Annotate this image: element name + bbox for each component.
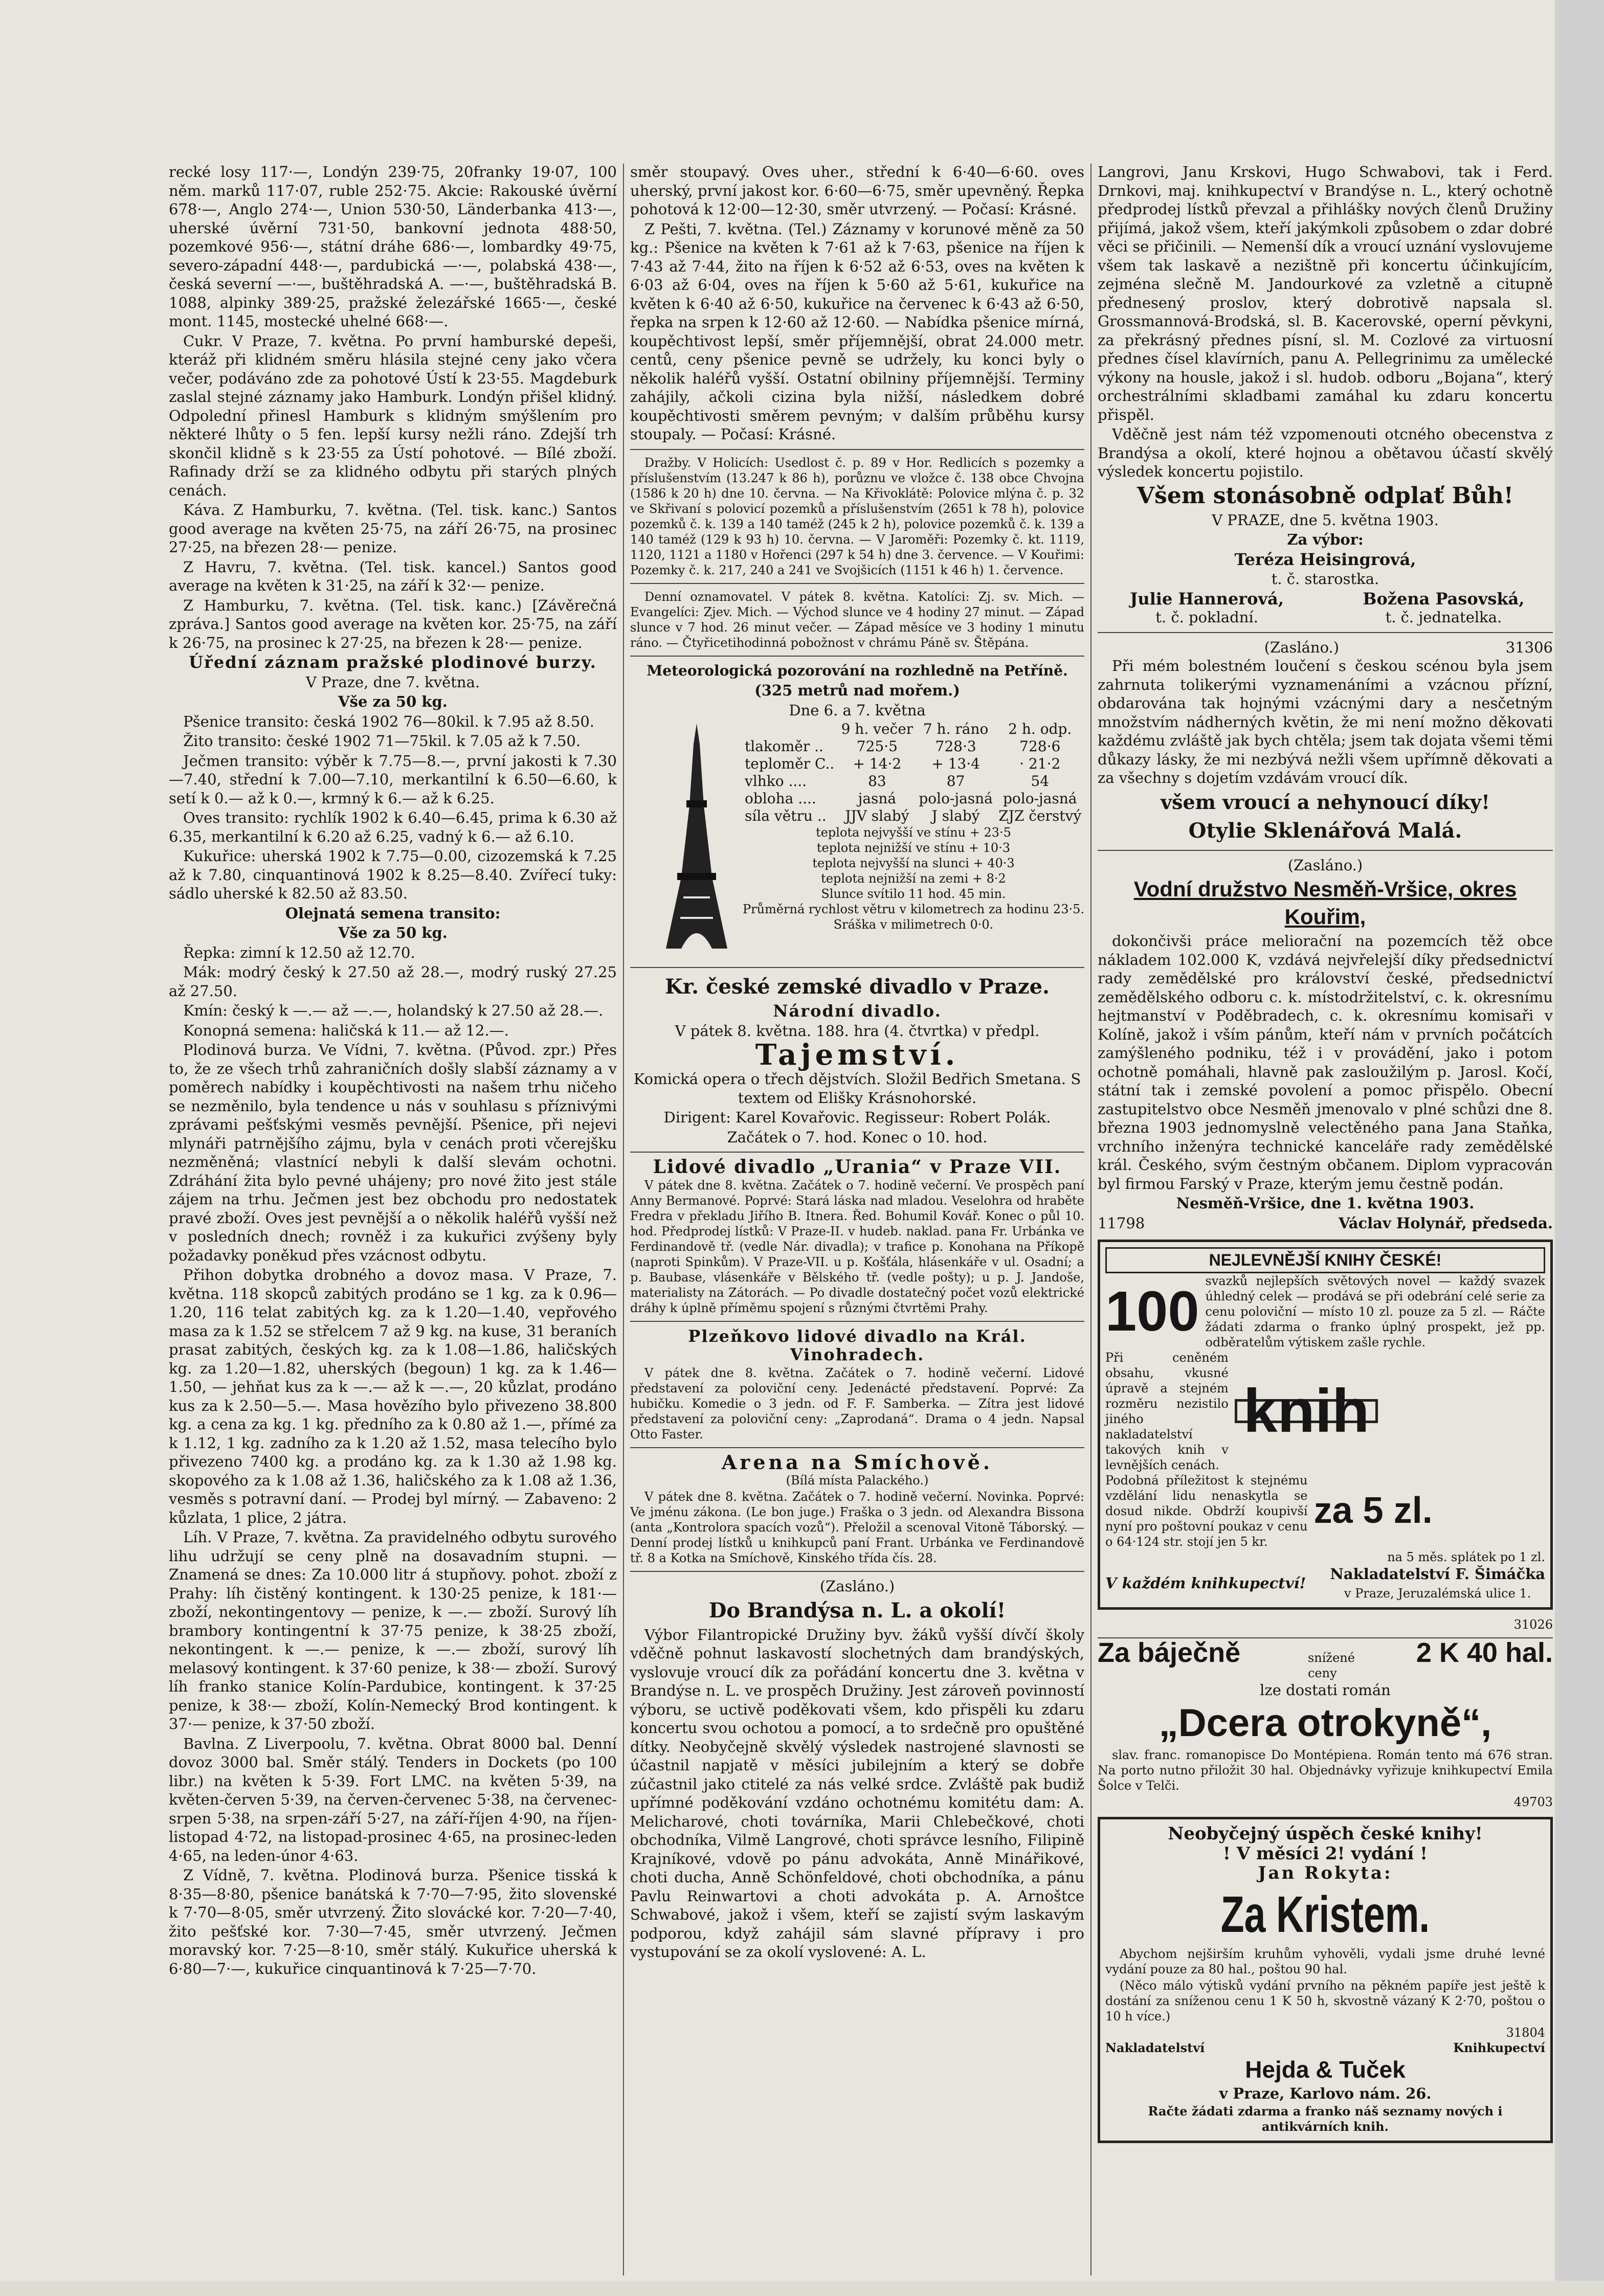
book-ad-address: v Praze, Jeruzalémská ulice 1. [1344, 1586, 1531, 1601]
divider [1098, 850, 1553, 851]
book-ad-middle [1105, 1350, 1545, 1473]
kristem-ad-title: Za Kristem. [1220, 1885, 1430, 1943]
arena-title: Arena na Smíchově. [721, 1450, 993, 1474]
column-rule [1090, 164, 1091, 2276]
book-ad-bottom [1105, 1473, 1545, 1549]
book-ad-body [1105, 1273, 1545, 1350]
water-coop-title: Vodní družstvo Nesměň-Vršice, okres Kouřim, [1133, 877, 1517, 929]
cotton-paragraph: Bavlna. Z Liverpoolu, 7. května. Obrat 8000 bal. Denní dovoz 3000 bal. Směr stálý. Tenders in Dockets (po 100 libr.) na květen k 5·39. Fort LMC. na květen 5·39, na květen-červen 5·39, na červen-červenec 5·38, na červenec-srpen 5·38, na srpen-září 5·27, na září-říjen 4·90, na říjen-listopad 4·72, na listopad-prosinec 4·65, na prosinec-leden 4·65, na leden-únor 4·63. [169, 1735, 617, 1864]
zaslano-label: (Zasláno.) [819, 1578, 895, 1595]
meteo-extra-line: Sráška v milimetrech 0·0. [833, 917, 994, 932]
kristem-ad-address: v Praze, Karlovo nám. 26. [1219, 2084, 1432, 2102]
coffee-havre-paragraph: Z Havru, 7. května. (Tel. tisk. kancel.) Santos good average na květen k 31·25, na září k 32·— penize. [169, 558, 617, 594]
meteo-extra-line: teplota nejnižší ve stínu + 10·3 [816, 841, 1011, 855]
divider [630, 1571, 1084, 1572]
ad-number: 49703 [1513, 1795, 1553, 1809]
signature-row [1098, 590, 1553, 627]
signature-3: Božena Pasovská, [1363, 589, 1525, 609]
novel-ad-sub: lze dostati román [1260, 1681, 1391, 1699]
page-margin [1555, 0, 1604, 2296]
book-ad-order: V každém knihkupectví! [1105, 1574, 1306, 1592]
oilseed-heading: Olejnatá semena transito: [285, 904, 501, 922]
signature-1-role: t. č. starostka. [1271, 570, 1379, 588]
plzenka-text: V pátek dne 8. května. Začátek o 7. hodině večerní. Lidové představení za poloviční ceny. Jedenácté představení. Poprvé: Za hubičku. Komedie o 3 jedn. od F. F. Samberka. — Zítra jest lidové představení za poloviční ceny: „Zaprodaná“. Drama o 4 jedn. Napsal Otto Faster. [630, 1365, 1084, 1442]
meteo-header-cell: 2 h. odp. [1008, 721, 1072, 737]
meteo-cell: 725·5 [856, 738, 898, 755]
meteo-cell: 54 [1031, 773, 1050, 790]
book-ad-publisher: Nakladatelství F. Šimáčka [1330, 1565, 1545, 1583]
meteo-cell: teploměr C.. [745, 755, 835, 772]
hemp-paragraph: Konopná semena: haličská k 11.— až 12.—. [183, 1021, 509, 1039]
meteo-cell: vlhko .... [745, 773, 807, 790]
poppy-paragraph: Mák: modrý český k 27.50 až 28.—, modrý ruský 27.25 až 27.50. [169, 963, 617, 1000]
divider [630, 1152, 1084, 1153]
book-ad-footer [1105, 1565, 1545, 1602]
grain-paragraph: směr stoupavý. Oves uher., střední k 6·40—6·60. oves uherský, první jakost kor. 6·60—6·75, směr upevněný. Řepka pohotová k 12·00—12·30, směr utvrzený. — Počasí: Krásné. [630, 163, 1084, 218]
book-ad-count: 100 [1105, 1279, 1199, 1343]
water-coop-text: dokončivši práce meliorační na pozemcích těž obce nákladem 102.000 K, vzdává nejvřelejší díky předsednictví rady zemědělské pro království české, předsednictví zemědělského odboru c. k. místodržitelství, c. k. okresnímu hejtmanství v Poděbradech, c. k. okresnímu komisaři v Kolíně, jakož i vším pánům, kteří nám v prvních počátcích zamýšleného podniku, též i v provádění, jako i potom ochotně pomáhali, hlavně pak zasloužilým p. Jarosl. Kočí, státní tak i zemské povolení a pomoc přispělo. Obecní zastupitelstvo obce Nesměň jmenovalo v plné schůzi dne 8. března 1903 jednomyslně velectěného pana Jana Staňka, vrchního inženýra technické kanceláře rady zemědělské král. Českého, svým čestným občanem. Diplom vypracován byl firmou Farský v Praze, kterým jemu čestně podán. [1098, 932, 1553, 1192]
divider [630, 1321, 1084, 1322]
theatre-play: Tajemství. [755, 1038, 960, 1072]
meteo-cell: JJV slabý [845, 807, 909, 824]
theatre-desc: Komická opera o třech dějstvích. Složil Bedřich Smetana. S textem od Elišky Krásnohorské. [633, 1070, 1081, 1107]
divider [630, 1447, 1084, 1448]
auctions-paragraph: Dražby. V Holicích: Usedlost č. p. 89 v Hor. Redlicích s pozemky a příslušenstvím (13.247 k 86 h), porůznu ve vložce č. 138 obce Chvojna (1586 k 20 h) dne 10. června. — Na Křivoklátě: Polovice mlýna č. p. 32 ve Skřivaní s polovicí pozemků a příslušenstvím (2651 k 78 h), polovice pozemků č. k. 139 a 140 taméž (245 k 2 h), polovice pozemků č. k. 139 a 140 taméž (129 k 93 h) 10. června. — V Jaroměři: Pozemky č. kt. 1119, 1120, 1121 a 1180 v Hořenci (297 k 54 h) dne 3. července. — V Kouřimi: Pozemky č. k. 217, 240 a 241 ve Svojšicích (1151 k 46 h) 1. července. [630, 455, 1084, 577]
meteo-cell: tlakoměr .. [745, 738, 823, 755]
book-ad-terms: na 5 měs. splátek po 1 zl. [1387, 1549, 1545, 1564]
ad-number: 31306 [1505, 638, 1553, 656]
meteo-block [630, 721, 1084, 962]
stock-paragraph: recké losy 117·—, Londýn 239·75, 20franky 19·07, 100 něm. marků 117·07, ruble 252·75. Akcie: Rakouské úvěrní 678·—, Anglo 274·—, Union 530·50, Länderbanka 413·—, uherské úvěrní 731·50, bankovní jednota 488·50, pozemkové 956·—, státní dráhe 686·—, lombardky 49·75, severo-západní 448·—, pardubická —·—, polabská 438·—, česká severní —·—, buštěhradská A. —·—, buštěhradská B. 1088, alpinky 389·25, pražské železářské 1665·—, české mont. 1145, mostecké uhelné 668·—. [169, 163, 617, 330]
zaslano-label: (Zasláno.) [1264, 638, 1340, 656]
meteo-cell: J slabý [931, 807, 980, 824]
novel-ad-price: 2 K 40 hal. [1416, 1637, 1553, 1668]
oats-paragraph: Oves transito: rychlík 1902 k 6.40—6.45, prima k 6.30 až 6.35, merkantilní k 6.20 až 6.25, vadný k 6.— až 6.10. [169, 809, 617, 845]
section-date: V Praze, dne 7. května. [305, 673, 480, 691]
caraway-paragraph: Kmín: český k —.— až —.—, holandský k 27.50 až 28.—. [183, 1002, 604, 1019]
divider [1098, 632, 1553, 633]
corn-paragraph: Kukuřice: uherská 1902 k 7.75—0.00, cizozemská k 7.25 až k 7.80, cinquantinová 1902 k 8.25—8.40. Zvířecí tuky: sádlo uherské k 82.50 až 83.50. [169, 847, 617, 902]
divider [630, 656, 1084, 657]
vienna-exchange-paragraph: Plodinová burza. Ve Vídni, 7. května. (Původ. zpr.) Přes to, že ze všech trhů zahraničních došly slabší záznamy a v poměrech nabídky i koupěchtivosti na našem trhu ničeho se nezměnilo, byla tendence u nás v souhlasu s příznivými zprávami pešťskými vesměs pevnější. Pšenice, při nejevi mlynáři patrnějšího zájmu, byla v cenách proti včerejšku nezměněná; vlastnící nebyli k další slevám ochotni. Zdráhání žita bylo pevné uhájeny; pro nové žito jest stále zájem na trhu. Ječmen jest bez obchodu pro nedostatek pravé zboží. Oves jest pevnější a o několik haléřů vyšší než v posledních dnech; rovněž i za kukuřici zvýšeny byly požadavky poněkud přes vzácnost odbytu. [169, 1041, 617, 1264]
meteo-cell: 87 [946, 773, 965, 790]
urania-text: V pátek dne 8. května. Začátek o 7. hodině večerní. Ve prospěch paní Anny Bermanové. Poprvé: Stará láska nad mladou. Veselohra od hraběte Fredra v překladu Jiřího B. Itnera. Řed. Bohumil Kovář. Konec o půl 10. hod. Předprodej lístků: V Praze-II. v hudeb. naklad. pana Fr. Urbánka ve Ferdinandově tř. (vedle Nár. divadla); v trafice p. Konohana na Příkopě (naproti Spinkům). V Praze-VII. u p. Košťála, hlásenkáře v ul. Osadní; a p. Baubase, vlásenkáře v Bělského tř. (vedle pošty); u p. J. Jandoše, materialisty na Zátorách. — Po divadle dostatečný počet vozů elektrické dráhy k úplně příměmu spojení s různými čtvrtěmi Prahy. [630, 1178, 1084, 1315]
section-unit: Vše za 50 kg. [338, 693, 448, 710]
kristem-ad-pub-left: Nakladatelství [1105, 2040, 1205, 2055]
thanks-paragraph-2: Vděčně jest nám též vzpomenouti otcného obecenstva z Brandýsa a okolí, které hojnou a obětavou účastí skvělý výsledek koncertu pojistilo. [1098, 425, 1553, 480]
spirits-paragraph: Líh. V Praze, 7. května. Za pravidelného odbytu surového lihu udržují se ceny plně na dosavadním stupni. — Znamená se dnes: Za 10.000 litr á stupňovy. pohot. zboží z Prahy: líh čistěný kontingent. k 130·25 penize, k 181·— zboží, nekontingentovy — penize, k —.— zboží. Surový líh brambory kontingentní k 37·75 penize, k 38·25 zboží, nekontingent. k —.— penize, k —.— zboží, surový líh melasový kontingent. k 37·60 penize, k 38·— zboží. Surový líh franko stanice Kolín-Pardubice, kontingent. k 37·25 penize, k 38·— zboží, Kolín-Nemecký Brod kontingent. k 37·— penize, k 37·50 zboží. [169, 1528, 617, 1732]
meteo-cell: 83 [868, 773, 886, 790]
theatre-subtitle: Národní divadlo. [773, 1001, 942, 1021]
meteo-cell: jasná [858, 790, 897, 807]
coffee-final-paragraph: Z Hamburku, 7. května. (Tel. tisk. kanc.) [Závěrečná zpráva.] Santos good average na květen kor. 25·75, na září k 26·75, na prosinec k 27·25, na březen k 28·— penize. [169, 596, 617, 651]
meteo-table [743, 721, 1084, 825]
kristem-ad-pub-row [1105, 2040, 1545, 2056]
meteo-cell: + 14·2 [853, 755, 902, 772]
book-ad-title: NEJLEVNĚJŠÍ KNIHY ČESKÉ! [1105, 1247, 1545, 1273]
meteo-cell: obloha .... [745, 790, 816, 807]
oilseed-unit: Vše za 50 kg. [338, 924, 448, 941]
meteo-row [743, 773, 1084, 790]
arena-subtitle: (Bílá místa Palackého.) [786, 1473, 929, 1488]
kristem-ad-text: Abychom nejširším kruhům vyhověli, vydali jsme druhé levné vydání pouze za 80 hal., poštou 90 hal. [1105, 1946, 1545, 1976]
sugar-paragraph: Cukr. V Praze, 7. května. Po první hamburské depeši, kteráž při klidném směru hlásila stejné ceny jako včera večer, podáváno zde za pohotové Ústí k 23·55. Magdeburk zaslal stejné záznamy jako Hamburk. Londýn přišel klidný. Odpolední přinesl Hamburk s klidným smýšlením pro některé lhůty o 5 fen. lepší kursy nežli ráno. Zdejší trh skončil klidně s k 23·55 za Ústí pohotové. — Bílé zboží. Rafinady drží se za klidného odbytu při starých plných cenách. [169, 332, 617, 499]
meteo-row [743, 755, 1084, 773]
theatre-director: Dirigent: Karel Kovařovic. Regisseur: Robert Polák. [663, 1109, 1051, 1126]
daily-notice-paragraph: Denní oznamovatel. V pátek 8. května. Katolíci: Zj. sv. Mich. — Evangelíci: Zjev. Mich. — Východ slunce ve 4 hodiny 27 minut. — Západ slunce v 7 hod. 26 minut večer. — Západ měsíce ve 3 hodiny 1 minutu ráno. — Čtyřicetihodinná pobožnost v chrámu Páně sv. Štěpána. [630, 589, 1084, 650]
pest-paragraph: Z Pešti, 7. května. (Tel.) Záznamy v korunové měně za 50 kg.: Pšenice na květen k 7·61 až k 7·63, pšenice na říjen k 7·43 až 7·44, žito na říjen k 6·52 až 6·53, oves na květen k 6·03 až 6·04, oves na říjen k 5·60 až 5·61, kukuřice na květen k 6·40 až 6·50, kukuřice na červenec k 6·43 až 6·50, řepka na srpen k 12·60 až 12·60. — Nabídka pšenice mírná, koupěchtivost lepší, směr příjemnější, obrat 24.000 metr. centů, ceny pšenice pevně se udržely, ku konci byly o několik haléřů vyšší. Ostatní obilniny příjemnější. Terminy zahájily, ačkoli cizina byla nižší, následkem dobré koupěchtivosti směrem pevným; v dalším průběhu kursy stoupaly. — Počasí: Krásné. [630, 220, 1084, 443]
column-2 [630, 163, 1084, 2275]
meteo-cell: · 21·2 [1019, 755, 1061, 772]
kristem-ad-publisher: Hejda & Tuček [1245, 2056, 1406, 2083]
urania-title: Lidové divadlo „Urania“ v Praze VII. [653, 1156, 1062, 1178]
committee-label: Za výbor: [1287, 531, 1364, 548]
water-coop-sign-row [1098, 1214, 1553, 1233]
theatre-times: Začátek o 7. hod. Konec o 10. hod. [727, 1128, 988, 1146]
water-coop-date: Nesměň-Vršice, dne 1. května 1903. [1176, 1195, 1475, 1212]
signature-3-role: t. č. jednatelka. [1385, 609, 1502, 626]
kristem-ad-pub-right: Knihkupectví [1453, 2040, 1545, 2055]
meteo-row [743, 807, 1084, 825]
meteo-cell: polo-jasná [1003, 790, 1077, 807]
kristem-ad-edition: ! V měsíci 2! vydání ! [1222, 1843, 1428, 1864]
theatre-date: V pátek 8. května. 188. hra (4. čtvrtka) v předpl. [675, 1022, 1040, 1040]
column-3 [1098, 163, 1553, 2275]
novel-ad-reduced: snížené ceny [1307, 1650, 1355, 1680]
meteo-extra-line: Průměrná rychlost větru v kilometrech za hodinu 23·5. [743, 902, 1084, 916]
section-heading: Úřední záznam pražské plodinové burzy. [189, 652, 597, 672]
thanks-paragraph: Langrovi, Janu Krskovi, Hugo Schwabovi, tak i Ferd. Drnkovi, maj. knihkupectví v Brandýse n. L., který ochotně předprodej lístků převzal a přihlášky nových členů Družiny přijímá, jakož všem, kteří jakýmkoli způsobem o zdar dobré věci se přičinili. — Nemenší dík a vroucí uznání vyslovujeme všem tak laskavě a nezištně při koncertu účinkujícím, zejména slečně M. Jandourkové za vzletně a citupně přednesený proslov, který dobrotivě napsala sl. Grossmannová-Brodská, sl. B. Kacerovské, operní pěvkyni, za překrásný přednes písní, sl. M. Cozlové za virtuosní přednes čísel klavírních, panu A. Pellegrinimu za umělecké výkony na housle, jakož i sl. hudob. odboru „Bojana“, který orchestrálními skladbami zamáhal ku zdaru koncertu přispěl. [1098, 163, 1553, 423]
signature-2-role: t. č. pokladní. [1155, 609, 1258, 626]
theatre-title: Kr. české zemské divadlo v Praze. [665, 975, 1050, 999]
book-ad-simacek [1098, 1240, 1553, 1610]
wheat-paragraph: Pšenice transito: česká 1902 76—80kil. k 7.95 až 8.50. [183, 712, 594, 730]
meteo-row [743, 790, 1084, 807]
meteo-extra-line: teplota nejnižší na zemi + 8·2 [821, 871, 1006, 886]
book-ad-knih: knih [1235, 1399, 1378, 1423]
meteo-extra-line: teplota nejvyšší ve stínu + 23·5 [816, 825, 1011, 840]
ad-number: 31804 [1506, 2025, 1545, 2040]
arena-text: V pátek dne 8. května. Začátek o 7. hodině večerní. Novinka. Poprvé: Ve jménu zákona. (Le bon juge.) Fraška o 3 jedn. od Alexandra Bissona (anta „Kontrolora spacích vozů“). Přeložil a scenoval Vitoně Táborský. — Denní prodej lístků u knihkupců paní Frant. Urbánka ve Ferdinandově tř. 8 a Kotka na Smíchově, Kinského třída čís. 28. [630, 1490, 1084, 1565]
meteo-extra-line: Slunce svítilo 11 hod. 45 min. [821, 887, 1006, 901]
vienna-grain-paragraph: Z Vídně, 7. května. Plodinová burza. Pšenice tisská k 8·35—8·80, pšenice banátská k 7·70—7·95, žito slovenské k 7·70—8·05, směr utvrzený. Žito slovácké kor. 7·20—7·40, žito pešťské kor. 7·30—7·45, směr utvrzený. Ječmen moravský kor. 7·25—8·10, směr stálý. Kukuřice uherská k 6·80—7·—, kukuřice cinquantinová k 7·25—7·70. [169, 1866, 617, 1977]
kristem-ad-footer: Račte žádati zdarma a franko náš seznamy nových i antikvárních knih. [1148, 2104, 1503, 2134]
book-ad-small: Podobná příležitost k stejnému vzdělání lidu nenaskytla se dosud nikde. Obdrží koupivší nyní pro poštovní poukaz v cenu o 64·124 str. stojí jen 5 kr. [1105, 1473, 1308, 1549]
meteo-title: Meteorologická pozorování na rozhledně na Petříně. [647, 662, 1068, 679]
book-ad-text: svazků nejlepších světových novel — každý svazek úhledný celek — prodává se při odebrání celé serie za cenu poloviční — místo 10 zl. pouze za 5 zl. — Ráčte žádati zdarma o franko úplný prospekt, jež pp. odběratelům výtiskem zašle rychle. [1205, 1273, 1545, 1349]
farewell-text: Při mém bolestném loučení s českou scénou byla jsem zahrnuta tolikerými vyznamenáními a vzácnou přízní, obdarována tak hojnými vzácnými dary a nesčetným množstvím nádherných květin, že mi není možno děkovati každému zvláště jak bych chtěla; jsem tak dojata všemi těmi důkazy lásky, že mi nezbývá nežli všem upřímně děkovati a za všechny s dojetím vzdávám vroucí dík. [1098, 657, 1553, 786]
book-ad-left: Při ceněném obsahu, vkusné úpravě a stejném rozměru nezistilo jiného nakladatelství takových knih v levnějších cenách. [1105, 1350, 1229, 1472]
brandys-text: Výbor Filantropické Družiny byv. žáků vyšší dívčí školy vděčně pohnut laskavostí slochetných dam brandýských, vyslovuje vroucí dík za pořádání koncertu dne 3. května v Brandýse n. L. ve prospěch Družiny. Jest zároveň povinností výboru, se uctivě poděkovati všem, kdo přispěli ku zdaru koncertu svou ochotou a pomocí, a to srdečně pro opuštěné dítky. Neobyčejně skvělý výsledek nastrojené slavnosti se účastnil napjatě v měsíci jubilejním a který se dobře zúčastnil jako ctitelé za nás velké srdce. Zvláště pak budiž upřímné poděkování vzdáno ochotnému komitétu dam: A. Melicharové, choti továrníka, Marii Chlebečkové, choti obchodníka, Vilmě Langrové, choti správce lesního, Filipině Krajníkové, vdově po pánu advokáta, Anně Minářikové, choti ducha, Anně Schönfeldové, choti obchodníka, a pánu Pavlu Reinwartovi a choti advokáta p. A. Arnoštce Schwabové, jakož i všem, kteří se zajistí svým laskavým podporou, když zahájil sám slavné přípravy i pro vystupování se za okolí vyslovené: A. L. [630, 1626, 1084, 1961]
meteo-cell: + 13·4 [931, 755, 980, 772]
meteo-cell: síla větru .. [745, 807, 827, 824]
divider [630, 449, 1084, 450]
god-reward-line: Všem stonásobně odplať Bůh! [1137, 482, 1514, 509]
kristem-ad-text2: (Něco málo výtisků vydání prvního na pěkném papíře jest ještě k dostání za sníženou cenu 1 K 50 h, skvostně vázaný K 2·70, poštou o 10 h více.) [1105, 1978, 1545, 2023]
brandys-title: Do Brandýsa n. L. a okolí! [708, 1598, 1006, 1623]
zaslano-label: (Zasláno.) [1287, 856, 1363, 874]
ad-number: 11798 [1098, 1214, 1145, 1232]
signature-1: Teréza Heisingrová, [1234, 549, 1416, 569]
water-coop-signature: Václav Holynář, předseda. [1338, 1214, 1553, 1232]
livestock-paragraph: Přihon dobytka drobného a dovoz masa. V Praze, 7. května. 118 skopců zabitých prodáno se 1 kg. za k 0.96—1.20, 116 telat zabitých kg. za k 1.20—1.40, vepřového masa za k 1.52 se střelcem 7 až 9 kg. na kuse, 31 beraních prasat zabitých, českých kg. za k 1.08—1.86, haličských kg. za 1.20—1.82, uherských (begoun) 1 kg. za k 1.46—1.50, — jehňat kus za k —.— až k —.—, 20 kůzlat, prodáno kus za k 2.50—5.—. Masa hovězího bylo přivezeno 38.800 kg. a cena za kg. 1 kg. předního za k 0.80 až 1.—, přímé za k 1.12, 1 kg. zadního za k 1.20 až 1.52, masa telecího bylo přivezeno 7400 kg. a prodáno kg. za k 1.30 až 1.98 kg. skopového za k 1.08 až 1.36, haličského za k 1.08 až 1.36, vesměs s potravní daní. — Prodej byl mírný. — Zabaveno: 2 kůzlata, 1 plice, 2 játra. [169, 1266, 617, 1526]
barley-paragraph: Ječmen transito: výběr k 7.75—8.—, první jakosti k 7.30—7.40, střední k 7.00—7.10, merkantilní k 6.50—6.60, k setí k 0.— až k 0.—, krmný k 6.— až k 6.25. [169, 752, 617, 807]
rapeseed-paragraph: Řepka: zimní k 12.50 až 12.70. [183, 943, 415, 961]
meteo-cell: 728·3 [935, 738, 976, 755]
meteo-header-row [743, 721, 1084, 738]
signature-2: Julie Hannerová, [1130, 589, 1284, 609]
book-ad-kristem [1098, 1817, 1553, 2143]
date-line: V PRAZE, dne 5. května 1903. [1212, 511, 1439, 529]
page-bottom-edge [0, 2281, 1604, 2296]
novel-ad-text: slav. franc. romanopisce Do Montépiena. Román tento má 676 stran. Na porto nutno přiložit 30 hal. Objednávky vyřizuje knihkupectví Emila Šolce v Telči. [1098, 1748, 1553, 1793]
coffee-paragraph: Káva. Z Hamburku, 7. května. (Tel. tisk. kanc.) Santos good average na květen 25·75, na září 26·75, na prosinec 27·25, na březen 28·— penize. [169, 501, 617, 556]
divider [630, 583, 1084, 584]
meteo-subtitle: (325 metrů nad mořem.) [754, 682, 960, 699]
plzenka-title: Plzeňkovo lidové divadlo na Král. Vinohradech. [688, 1326, 1027, 1364]
meteo-cell: 728·6 [1019, 738, 1061, 755]
meteo-extra [743, 825, 1084, 932]
novel-ad-header [1098, 1637, 1553, 1681]
rye-paragraph: Žito transito: české 1902 71—75kil. k 7.05 až k 7.50. [183, 732, 581, 750]
novel-ad-lead: Za báječně [1098, 1637, 1241, 1668]
kristem-ad-lead: Neobyčejný úspěch české knihy! [1168, 1824, 1483, 1844]
meteo-header-cell: 9 h. večer [841, 721, 914, 737]
meteo-header-cell: 7 h. ráno [923, 721, 989, 737]
meteo-extra-line: teplota nejvyšší na slunci + 40·3 [812, 856, 1015, 870]
meteo-row [743, 738, 1084, 755]
petrin-tower-illustration [651, 724, 743, 959]
meteo-cell: ZJZ čerstvý [998, 807, 1082, 824]
ad-number: 31026 [1513, 1617, 1553, 1632]
column-1 [169, 163, 617, 2275]
column-rule [623, 164, 624, 2276]
farewell-signature: Otylie Sklenářová Malá. [1188, 818, 1462, 843]
meteo-date: Dne 6. a 7. května [789, 701, 926, 719]
book-ad-price: za 5 zl. [1313, 1490, 1433, 1532]
divider [630, 967, 1084, 968]
zaslano-row [1098, 638, 1553, 657]
kristem-ad-author: Jan Rokyta: [1258, 1863, 1393, 1883]
meteo-cell: polo-jasná [919, 790, 993, 807]
farewell-thanks: všem vroucí a nehynoucí díky! [1161, 790, 1490, 814]
meteo-header-cell [743, 721, 838, 738]
novel-ad-title: „Dcera otrokyně“, [1159, 1701, 1492, 1745]
